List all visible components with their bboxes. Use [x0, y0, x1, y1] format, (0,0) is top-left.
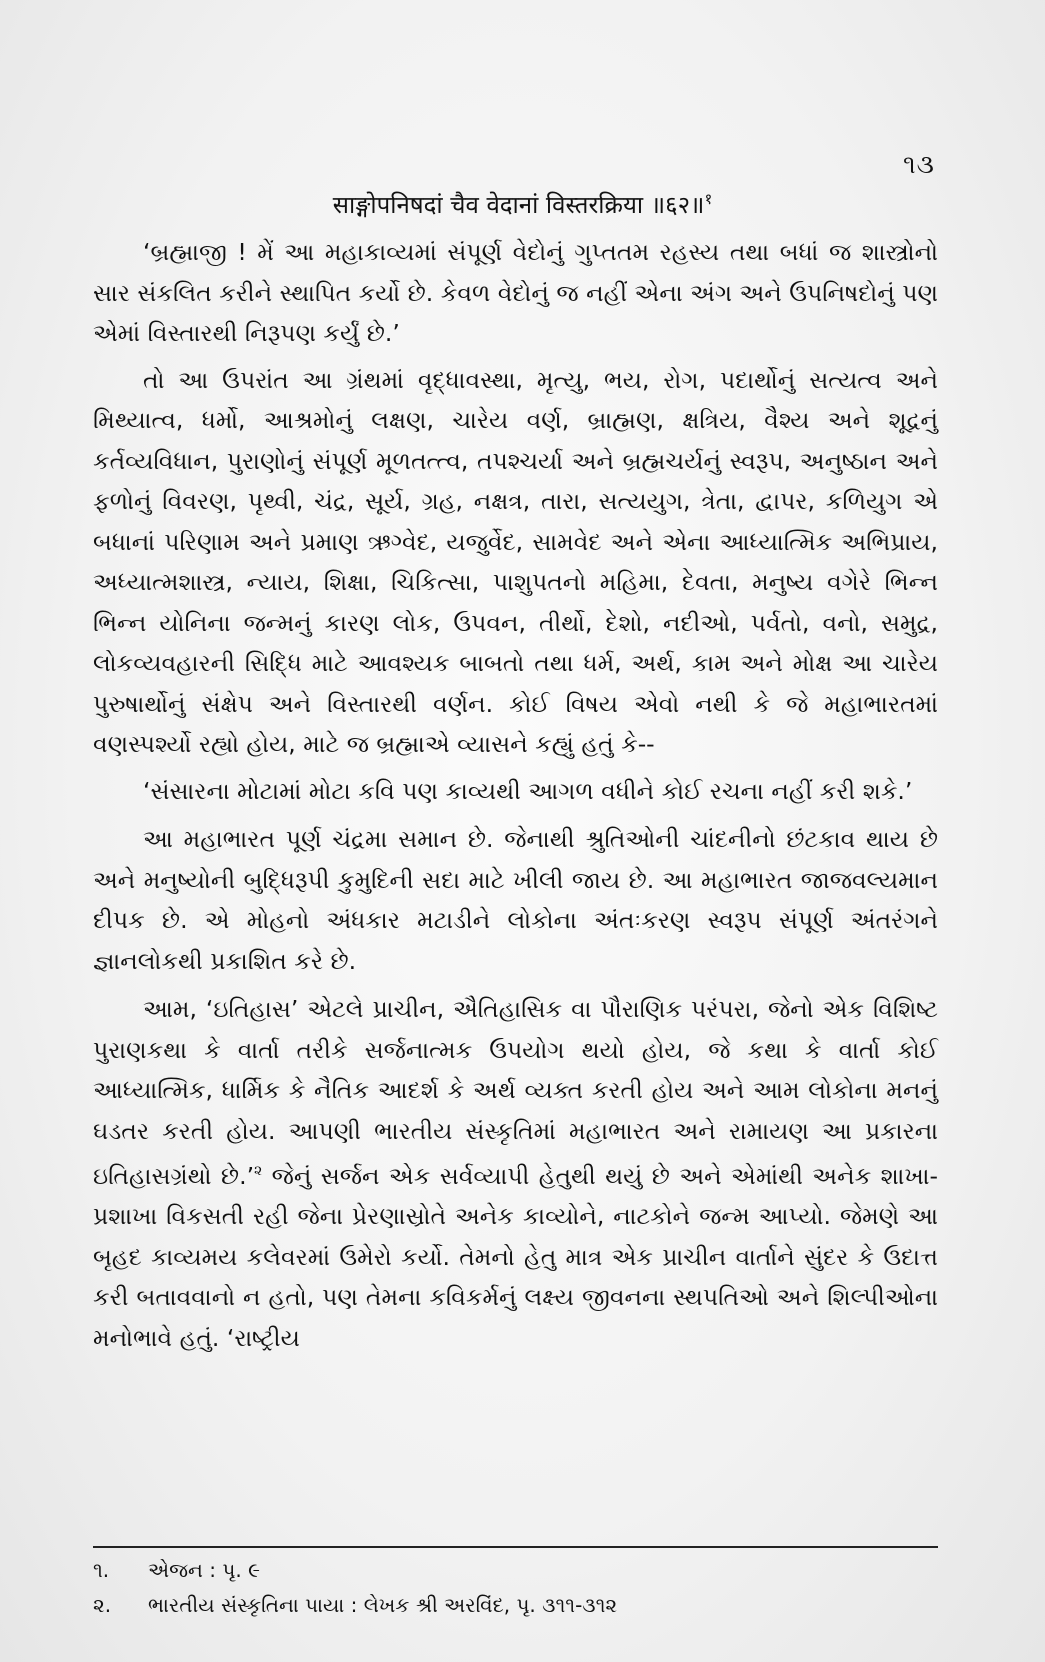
footnote-divider	[93, 1546, 938, 1548]
paragraph-itihas-text: આમ, ‘ઇતિહાસ’ એટલે પ્રાચીન, ઐતિહાસિક વા પૌરાણિક પરંપરા, જેનો એક વિશિષ્ટ પુરાણકથા કે વાર્તા તરીકે સર્જનાત્મક ઉપયોગ થયો હોય, જે કથા કે વાર્તા કોઈ આધ્યાત્મિક, ધાર્મિક કે નૈતિક આદર્શ કે અર્થ વ્યક્ત કરતી હોય અને આમ લોકોના મનનું ઘડતર કરતી હોય. આપણી ભારતીય સંસ્કૃતિમાં મહાભારત અને રામાયણ આ પ્રકારના ઇતિહાસગ્રંથો છે.’	[93, 995, 938, 1190]
footnote-number: ૨.	[93, 1593, 112, 1617]
sanskrit-verse-text: साङ्गोपनिषदां चैव वेदानां विस्तरक्रिया ॥६२॥	[332, 191, 705, 219]
paragraph-itihas-continued: જેનું સર્જન એક સર્વવ્યાપી હેતુથી થયું છે અને એમાંથી અનેક શાખા-પ્રશાખા વિકસતી રહી જેના પ્રેરણાસ્રોતે અનેક કાવ્યોને, નાટકોને જન્મ આપ્યો. જેમણે આ બૃહદ કાવ્યમય કલેવરમાં ઉમેરો કર્યો. તેમનો હેતુ માત્ર એક પ્રાચીન વાર્તાને સુંદર કે ઉદાત્ત કરી બતાવવાનો ન હતો, પણ તેમના કવિકર્મનું લક્ષ્ય જીવનના સ્થપતિઓ અને શિલ્પીઓના મનોભાવે હતું. ‘રાષ્ટ્રીય	[93, 1161, 938, 1352]
footnote-text: એજન : પૃ. ૯	[148, 1558, 260, 1582]
sanskrit-verse	[0, 188, 1045, 221]
body-text	[93, 232, 938, 1358]
footnotes	[93, 1553, 938, 1623]
footnote-1	[93, 1553, 938, 1588]
paragraph-brahma-quote: ‘બ્રહ્માજી ! મેં આ મહાકાવ્યમાં સંપૂર્ણ વેદોનું ગુપ્તતમ રહસ્ય તથા બધાં જ શાસ્ત્રોનો સાર સંકલિત કરીને સ્થાપિત કર્યો છે. કેવળ વેદોનું જ નહીં એના અંગ અને ઉપનિષદોનું પણ એમાં વિસ્તારથી નિરૂપણ કર્યું છે.’	[93, 238, 938, 347]
paragraph-poet-quote: ‘સંસારના મોટામાં મોટા કવિ પણ કાવ્યથી આગળ વધીને કોઈ રચના નહીં કરી શકે.’	[143, 776, 913, 805]
footnote-2	[93, 1588, 938, 1623]
page-number: ૧૩	[902, 150, 935, 180]
paragraph-full-moon: આ મહાભારત પૂર્ણ ચંદ્રમા સમાન છે. જેનાથી શ્રુતિઓની ચાંદનીનો છંટકાવ થાય છે અને મનુષ્યોની બુદ્ધિરૂપી કુમુદિની સદા માટે ખીલી જાય છે. આ મહાભારત જાજવલ્યમાન દીપક છે. એ મોહનો અંધકાર મટાડીને લોકોના અંતઃકરણ સ્વરૂપ સંપૂર્ણ અંતરંગને જ્ઞાનલોકથી પ્રકાશિત કરે છે.	[93, 825, 938, 975]
paragraph-itihas	[93, 989, 938, 1358]
paragraph-contents-list: તો આ ઉપરાંત આ ગ્રંથમાં વૃદ્ધાવસ્થા, મૃત્યુ, ભય, રોગ, પદાર્થોનું સત્યત્વ અને મિથ્યાત્વ, ધર્મો, આશ્રમોનું લક્ષણ, ચારેય વર્ણ, બ્રાહ્મણ, ક્ષત્રિય, વૈશ્ય અને શૂદ્રનું કર્તવ્યવિધાન, પુરાણોનું સંપૂર્ણ મૂળતત્ત્વ, તપશ્ચર્યા અને બ્રહ્મચર્યનું સ્વરૂપ, અનુષ્ઠાન અને ફળોનું વિવરણ, પૃથ્વી, ચંદ્ર, સૂર્ય, ગ્રહ, નક્ષત્ર, તારા, સત્યયુગ, ત્રેતા, દ્વાપર, કળિયુગ એ બધાનાં પરિણામ અને પ્રમાણ ઋગ્વેદ, યજુર્વેદ, સામવેદ અને એના આધ્યાત્મિક અભિપ્રાય, અધ્યાત્મશાસ્ત્ર, ન્યાય, શિક્ષા, ચિકિત્સા, પાશુપતનો મહિમા, દેવતા, મનુષ્ય વગેરે ભિન્ન ભિન્ન યોનિના જન્મનું કારણ લોક, ઉપવન, તીર્થો, દેશો, નદીઓ, પર્વતો, વનો, સમુદ્ર, લોકવ્યવહારની સિદ્ધિ માટે આવશ્યક બાબતો તથા ધર્મ, અર્થ, કામ અને મોક્ષ આ ચારેય પુરુષાર્થોનું સંક્ષેપ અને વિસ્તારથી વર્ણન. કોઈ વિષય એવો નથી કે જે મહાભારતમાં વણસ્પર્શ્યો રહ્યો હોય, માટે જ બ્રહ્માએ વ્યાસને કહ્યું હતું કે--	[93, 365, 938, 758]
footnote-mark-2: ૨	[254, 1163, 263, 1179]
footnote-text: ભારતીય સંસ્કૃતિના પાયા : લેખક શ્રી અરવિંદ, પૃ. ૩૧૧-૩૧૨	[148, 1593, 618, 1617]
footnote-mark-1: १	[704, 190, 713, 208]
footnote-number: ૧.	[93, 1558, 110, 1582]
